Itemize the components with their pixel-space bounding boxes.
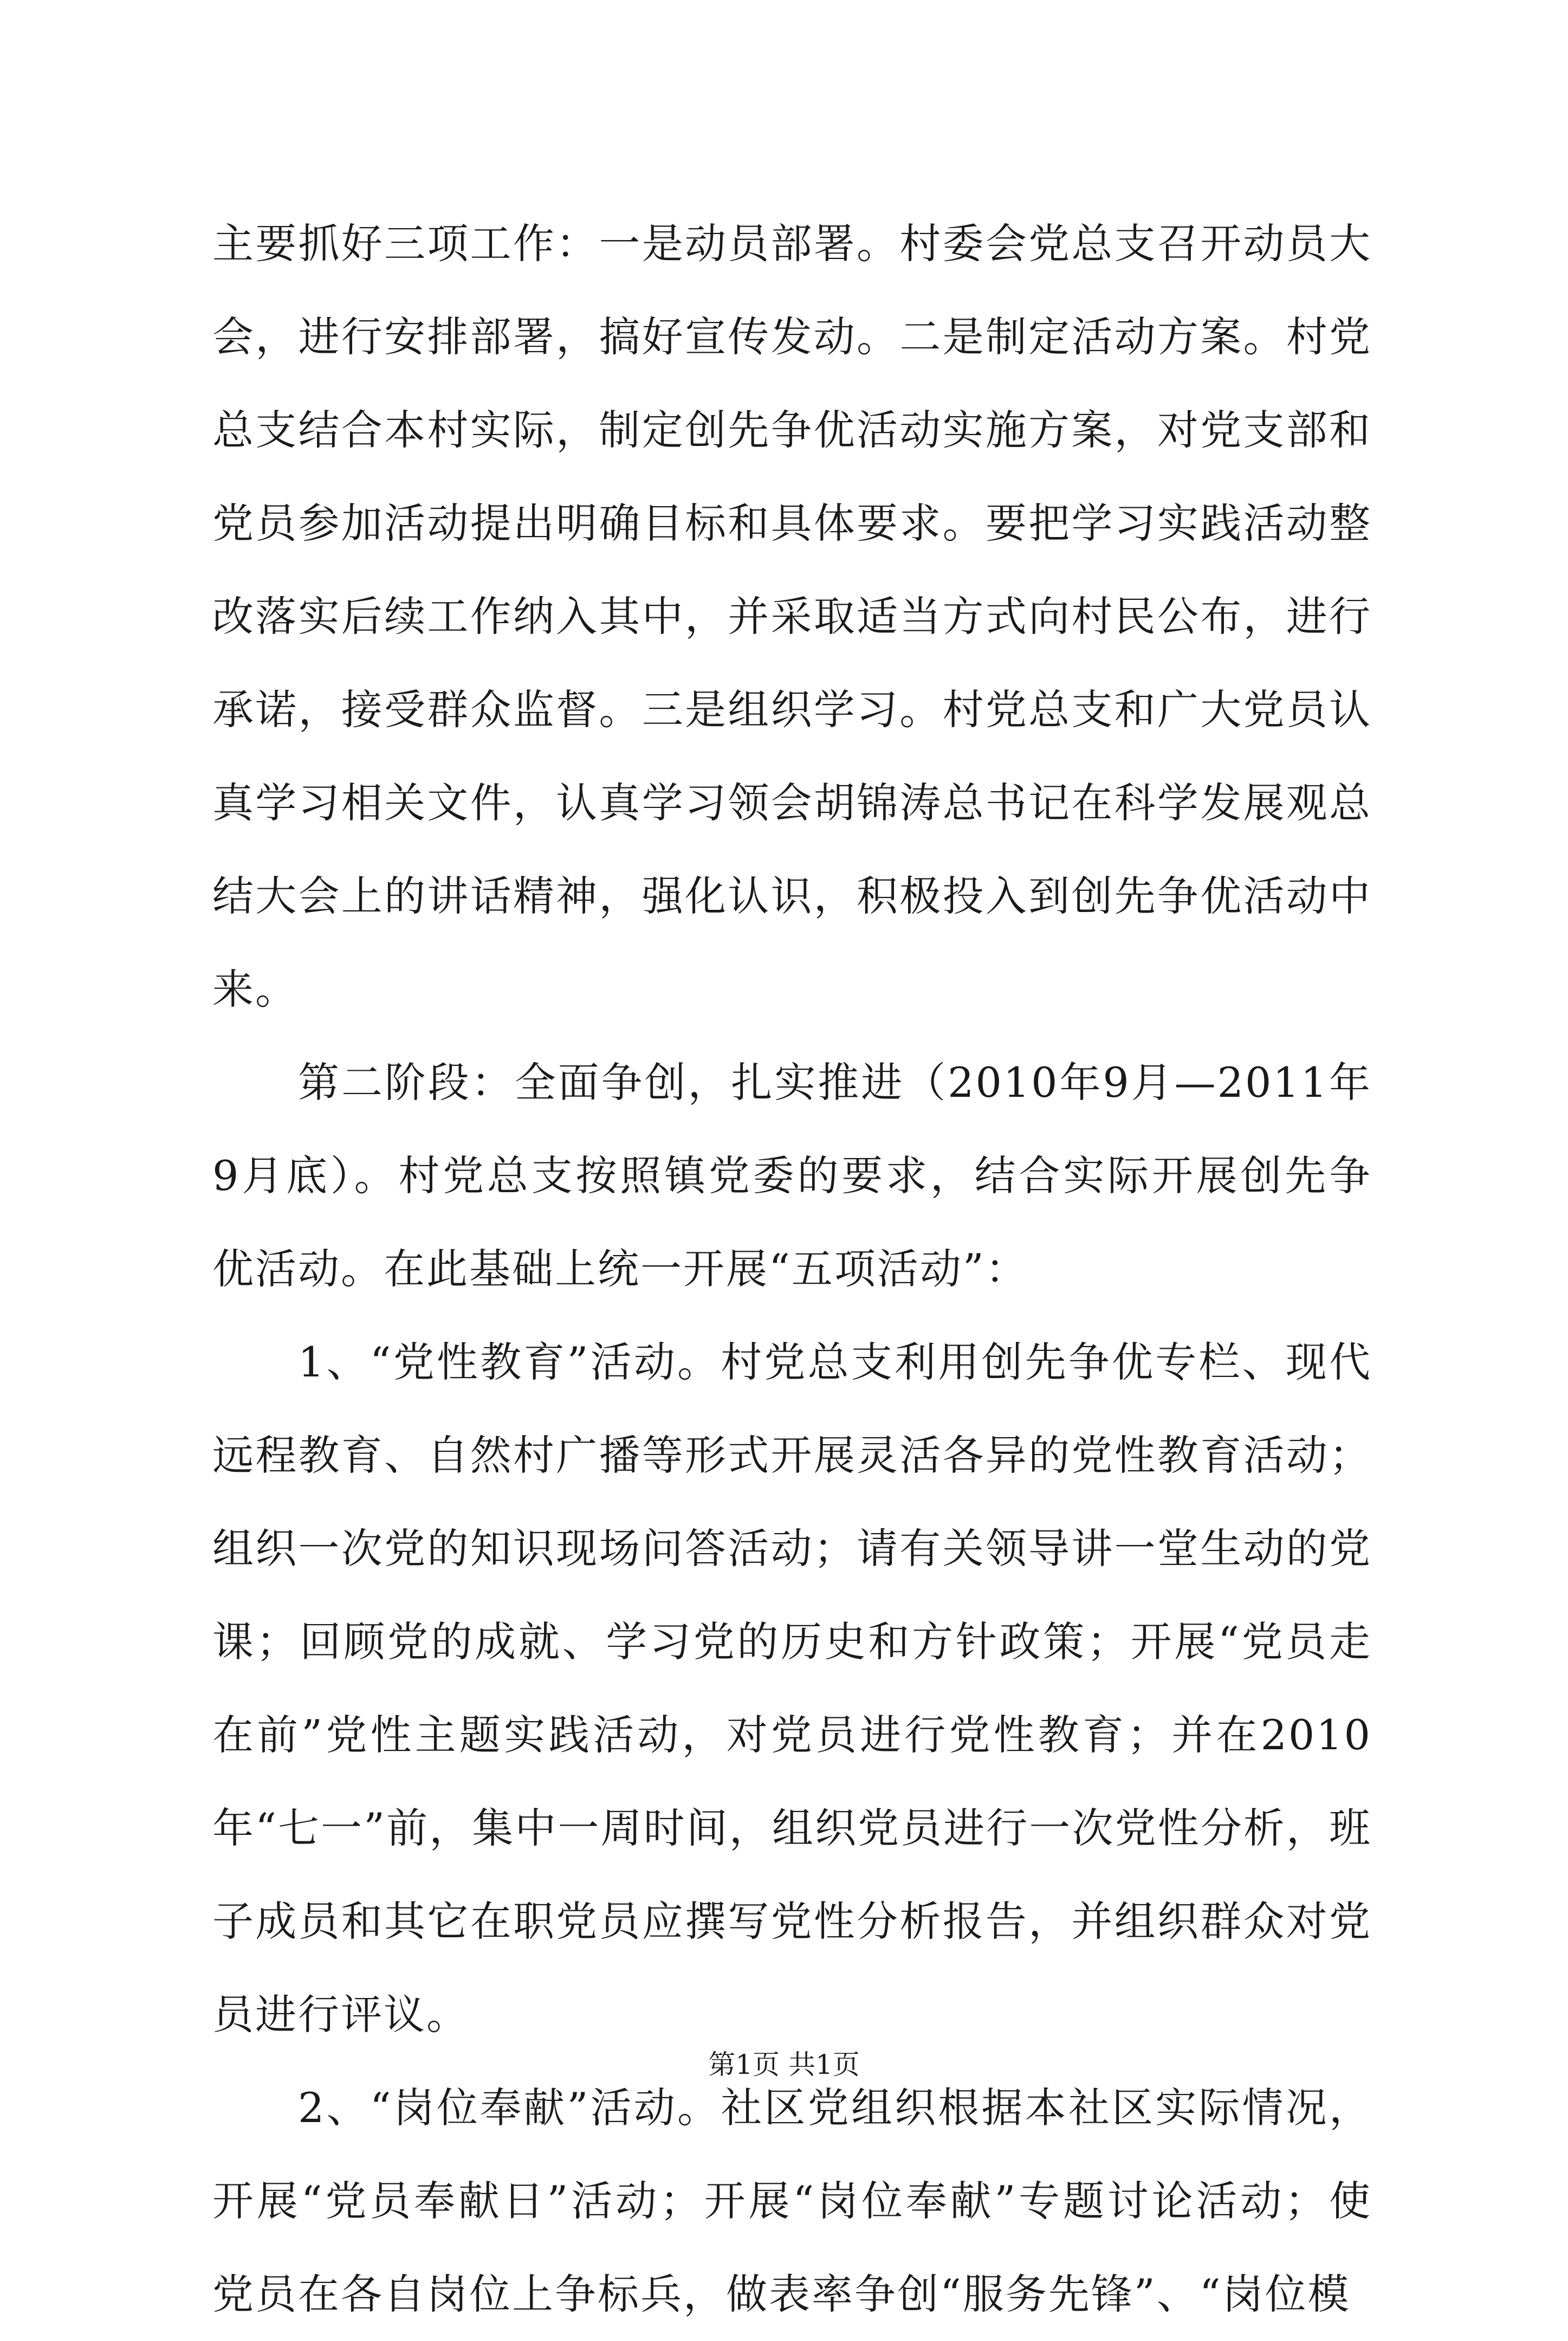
page-footer	[0, 2046, 1568, 2084]
page-number-label: 第1页 共1页	[708, 2049, 860, 2080]
document-body	[212, 197, 1372, 2341]
paragraph-2: 第二阶段：全面争创，扎实推进（2010年9月—2011年9月底）。村党总支按照镇党委的要求，结合实际开展创先争优活动。在此基础上统一开展“五项活动”：	[212, 1058, 1372, 1293]
paragraph-3: 1、“党性教育”活动。村党总支利用创先争优专栏、现代远程教育、自然村广播等形式开展灵活各异的党性教育活动；组织一次党的知识现场问答活动；请有关领导讲一堂生动的党课；回顾党的成就、学习党的历史和方针政策；开展“党员走在前”党性主题实践活动，对党员进行党性教育；并在2010年“七一”前，集中一周时间，组织党员进行一次党性分析，班子成员和其它在职党员应撰写党性分析报告，并组织群众对党员进行评议。	[212, 1338, 1372, 2039]
paragraph-1: 主要抓好三项工作：一是动员部署。村委会党总支召开动员大会，进行安排部署，搞好宣传发动。二是制定活动方案。村党总支结合本村实际，制定创先争优活动实施方案，对党支部和党员参加活动提出明确目标和具体要求。要把学习实践活动整改落实后续工作纳入其中，并采取适当方式向村民公布，进行承诺，接受群众监督。三是组织学习。村党总支和广大党员认真学习相关文件，认真学习领会胡锦涛总书记在科学发展观总结大会上的讲话精神，强化认识，积极投入到创先争优活动中来。	[212, 219, 1372, 1013]
paragraph-4: 2、“岗位奉献”活动。社区党组织根据本社区实际情况，开展“党员奉献日”活动；开展“岗位奉献”专题讨论活动；使党员在各自岗位上争标兵，做表率争创“服务先锋”、“岗位模	[212, 2084, 1372, 2318]
